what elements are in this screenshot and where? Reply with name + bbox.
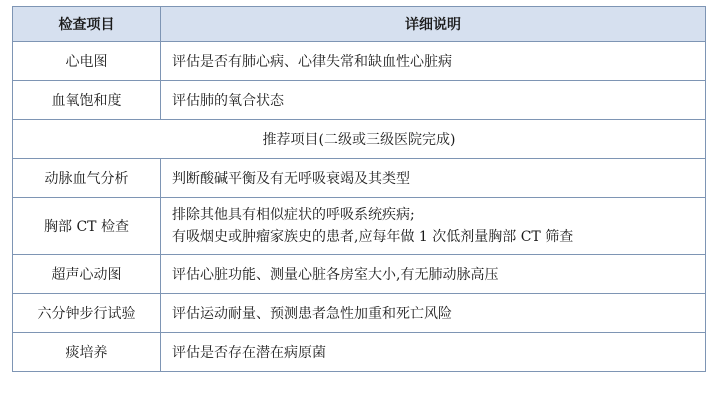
row-description: 评估运动耐量、预测患者急性加重和死亡风险 bbox=[161, 294, 706, 333]
row-item: 痰培养 bbox=[13, 333, 161, 372]
exam-table-container bbox=[12, 6, 705, 372]
row-item: 超声心动图 bbox=[13, 255, 161, 294]
row-description: 评估是否存在潜在病原菌 bbox=[161, 333, 706, 372]
row-item: 胸部 CT 检查 bbox=[13, 198, 161, 255]
row-description: 评估肺的氧合状态 bbox=[161, 81, 706, 120]
row-description: 判断酸碱平衡及有无呼吸衰竭及其类型 bbox=[161, 159, 706, 198]
recommended-items-subheader: 推荐项目(二级或三级医院完成) bbox=[13, 120, 706, 159]
header-description: 详细说明 bbox=[161, 7, 706, 42]
row-item: 动脉血气分析 bbox=[13, 159, 161, 198]
table-row bbox=[13, 333, 706, 372]
description-line: 排除其他具有相似症状的呼吸系统疾病; bbox=[172, 207, 415, 223]
row-item: 血氧饱和度 bbox=[13, 81, 161, 120]
row-item: 心电图 bbox=[13, 42, 161, 81]
subheader-row bbox=[13, 120, 706, 159]
table-row bbox=[13, 159, 706, 198]
row-item: 六分钟步行试验 bbox=[13, 294, 161, 333]
header-item: 检查项目 bbox=[13, 7, 161, 42]
table-row bbox=[13, 81, 706, 120]
table-row bbox=[13, 294, 706, 333]
header-row bbox=[13, 7, 706, 42]
description-line: 有吸烟史或肿瘤家族史的患者,应每年做 1 次低剂量胸部 CT 筛查 bbox=[172, 229, 574, 245]
row-description: 评估是否有肺心病、心律失常和缺血性心脏病 bbox=[161, 42, 706, 81]
row-description: 评估心脏功能、测量心脏各房室大小,有无肺动脉高压 bbox=[161, 255, 706, 294]
table-row bbox=[13, 255, 706, 294]
table-row bbox=[13, 198, 706, 255]
table-row bbox=[13, 42, 706, 81]
exam-table bbox=[12, 6, 706, 372]
row-description bbox=[161, 198, 706, 255]
